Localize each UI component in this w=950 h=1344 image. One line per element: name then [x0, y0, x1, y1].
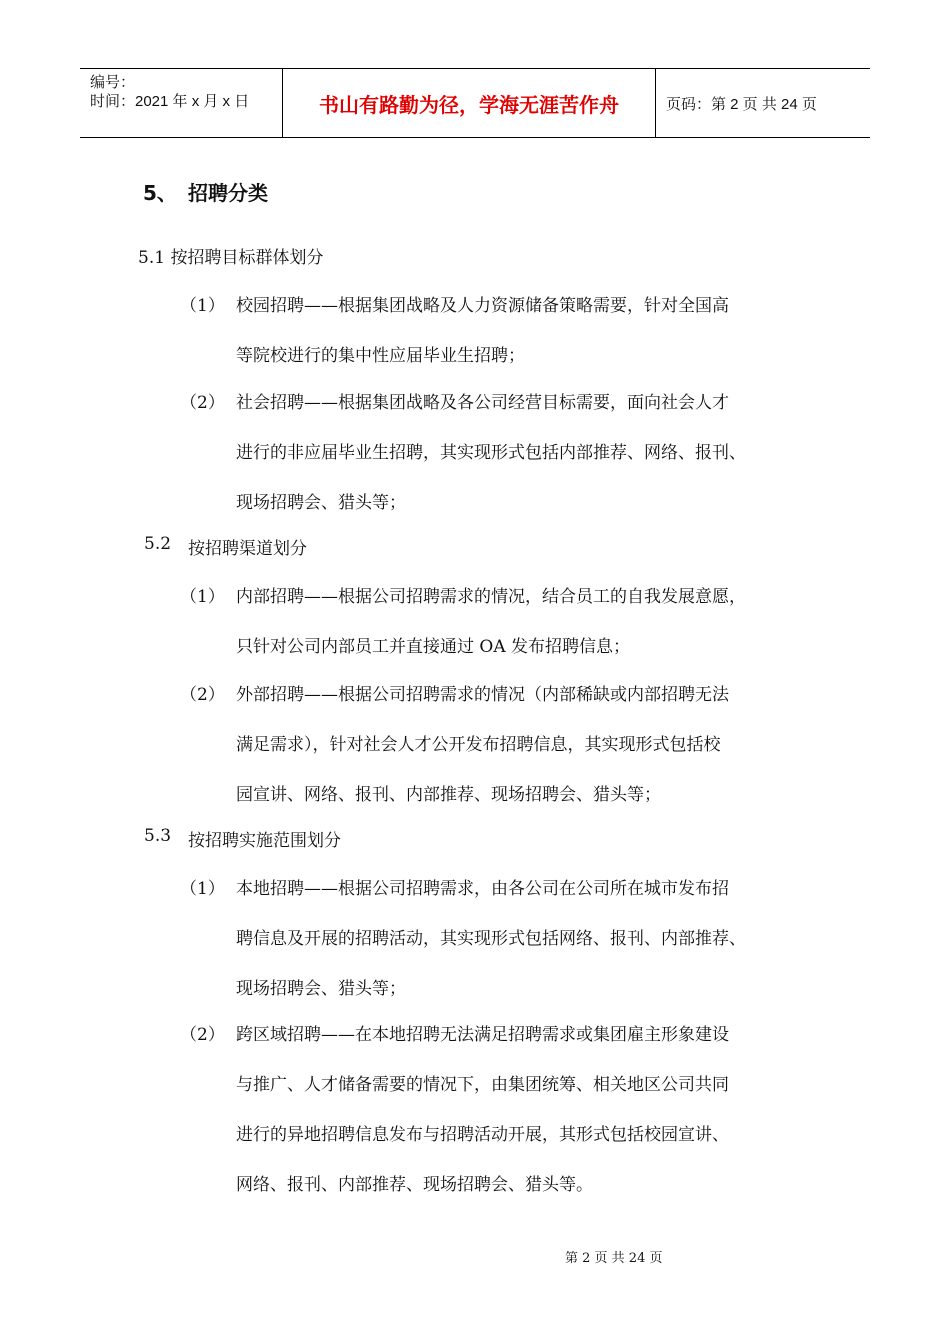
paragraph-line: 进行的非应届毕业生招聘，其实现形式包括内部推荐、网络、报刊、 — [236, 443, 746, 463]
section-number: 5、 — [143, 181, 177, 205]
document-date: 时间：2021 年 x 月 x 日 — [90, 93, 250, 110]
paragraph-line: 社会招聘——根据集团战略及各公司经营目标需要，面向社会人才 — [236, 393, 729, 413]
paragraph-line: 外部招聘——根据公司招聘需求的情况（内部稀缺或内部招聘无法 — [236, 685, 729, 705]
page-footer: 第 2 页 共 24 页 — [565, 1251, 663, 1266]
header-motto: 书山有路勤为径，学海无涯苦作舟 — [283, 69, 656, 137]
paragraph-line: 现场招聘会、猎头等； — [236, 979, 406, 999]
list-item-number: （1） — [180, 296, 225, 316]
paragraph-line: 校园招聘——根据集团战略及人力资源储备策略需要，针对全国高 — [236, 296, 729, 316]
list-item-number: （1） — [180, 587, 225, 607]
paragraph-line: 聘信息及开展的招聘活动，其实现形式包括网络、报刊、内部推荐、 — [236, 929, 746, 949]
paragraph-line: 进行的异地招聘信息发布与招聘活动开展，其形式包括校园宣讲、 — [236, 1125, 729, 1145]
paragraph-line: 满足需求），针对社会人才公开发布招聘信息，其实现形式包括校 — [236, 735, 721, 755]
paragraph-line: 园宣讲、网络、报刊、内部推荐、现场招聘会、猎头等； — [236, 785, 661, 805]
list-item-number: （1） — [180, 879, 225, 899]
paragraph-line: 本地招聘——根据公司招聘需求，由各公司在公司所在城市发布招 — [236, 879, 729, 899]
paragraph-line: 等院校进行的集中性应届毕业生招聘； — [236, 346, 525, 366]
paragraph-line: 与推广、人才储备需要的情况下，由集团统筹、相关地区公司共同 — [236, 1075, 729, 1095]
header-page-number: 页码：第 2 页 共 24 页 — [666, 95, 817, 113]
paragraph-line: 网络、报刊、内部推荐、现场招聘会、猎头等。 — [236, 1175, 593, 1195]
page-header — [80, 68, 870, 138]
paragraph-line: 跨区域招聘——在本地招聘无法满足招聘需求或集团雇主形象建设 — [236, 1025, 729, 1045]
paragraph-line: 只针对公司内部员工并直接通过 OA 发布招聘信息； — [236, 637, 631, 657]
subsection-heading: 5.1 按招聘目标群体划分 — [138, 248, 324, 268]
document-number-label: 编号： — [90, 74, 136, 91]
subsection-number: 5.3 — [144, 826, 172, 846]
subsection-heading: 按招聘渠道划分 — [188, 539, 307, 559]
paragraph-line: 内部招聘——根据公司招聘需求的情况，结合员工的自我发展意愿， — [236, 587, 746, 607]
subsection-number: 5.2 — [144, 534, 172, 554]
paragraph-line: 现场招聘会、猎头等； — [236, 493, 406, 513]
header-meta-cell — [80, 69, 283, 137]
list-item-number: （2） — [180, 1025, 225, 1045]
list-item-number: （2） — [180, 685, 225, 705]
subsection-heading: 按招聘实施范围划分 — [188, 831, 341, 851]
list-item-number: （2） — [180, 393, 225, 413]
section-title: 招聘分类 — [188, 181, 268, 205]
